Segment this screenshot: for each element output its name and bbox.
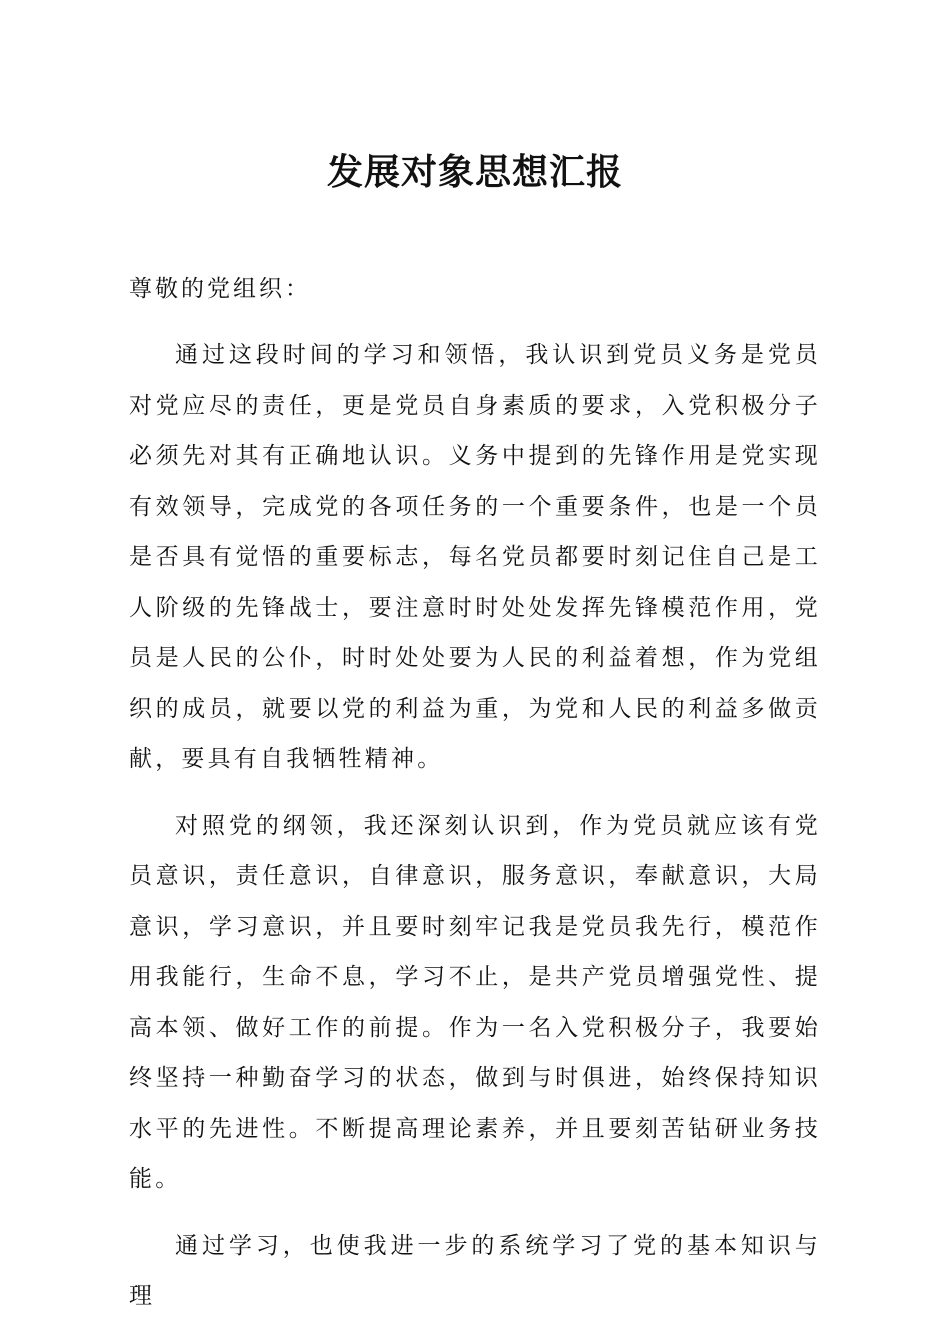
paragraph-2: 对照党的纲领，我还深刻认识到，作为党员就应该有党员意识，责任意识，自律意识，服务意识，奉献意识，大局意识，学习意识，并且要时刻牢记我是党员我先行，模范作用我能行，生命不息，学习不止，是共产党员增强党性、提高本领、做好工作的前提。作为一名入党积极分子，我要始终坚持一种勤奋学习的状态，做到与时俱进，始终保持知识水平的先进性。不断提高理论素养，并且要刻苦钻研业务技能。 bbox=[129, 812, 821, 1192]
paragraph-1: 通过这段时间的学习和领悟，我认识到党员义务是党员对党应尽的责任，更是党员自身素质的要求，入党积极分子必须先对其有正确地认识。义务中提到的先锋作用是党实现有效领导，完成党的各项任务的一个重要条件，也是一个员是否具有觉悟的重要标志，每名党员都要时刻记住自己是工人阶级的先锋战士，要注意时时处处发挥先锋模范作用，党员是人民的公仆，时时处处要为人民的利益着想，作为党组织的成员，就要以党的利益为重，为党和人民的利益多做贡献，要具有自我牺牲精神。 bbox=[129, 342, 821, 772]
salutation: 尊敬的党组织： bbox=[129, 276, 311, 302]
document-title: 发展对象思想汇报 bbox=[326, 151, 623, 193]
paragraph-3: 通过学习，也使我进一步的系统学习了党的基本知识与理 bbox=[129, 1232, 821, 1309]
document-body bbox=[129, 264, 821, 1338]
